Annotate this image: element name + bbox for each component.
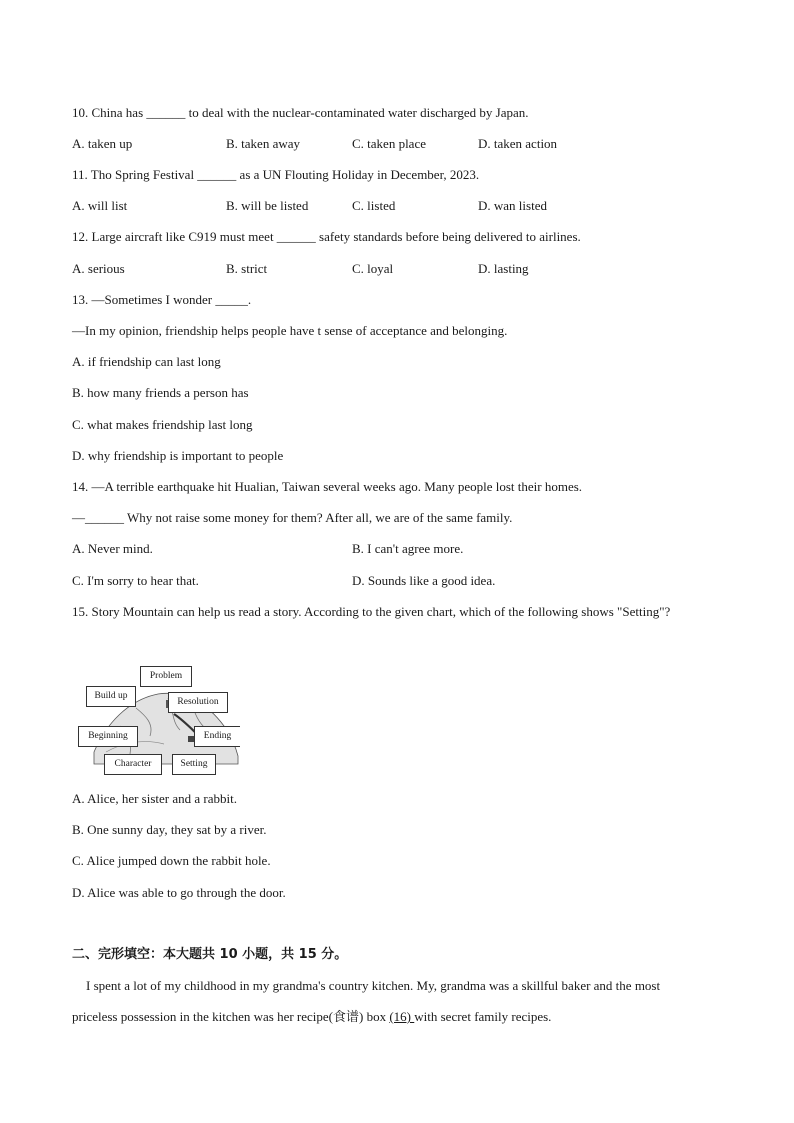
question-14-option-a[interactable]: A. Never mind. bbox=[72, 541, 153, 556]
question-11-option-b[interactable]: B. will be listed bbox=[226, 198, 309, 213]
question-11-stem: 11. Tho Spring Festival ______ as a UN Flouting Holiday in December, 2023. bbox=[72, 167, 480, 182]
question-11-option-c[interactable]: C. listed bbox=[352, 198, 396, 213]
question-12-option-c[interactable]: C. loyal bbox=[352, 261, 394, 276]
passage-line-2-pre: priceless possession in the kitchen was her recipe(食谱) box bbox=[72, 1009, 390, 1024]
label-ending: Ending bbox=[194, 726, 240, 747]
question-14-option-b[interactable]: B. I can't agree more. bbox=[352, 541, 464, 556]
question-13-reply: —In my opinion, friendship helps people have t sense of acceptance and belonging. bbox=[72, 323, 508, 338]
blank-16[interactable]: (16) bbox=[389, 1009, 415, 1024]
question-13-option-d[interactable]: D. why friendship is important to people bbox=[72, 448, 284, 463]
question-12-option-a[interactable]: A. serious bbox=[72, 261, 125, 276]
question-14-reply: —______ Why not raise some money for them? After all, we are of the same family. bbox=[72, 510, 513, 525]
question-10-option-a[interactable]: A. taken up bbox=[72, 136, 133, 151]
label-problem: Problem bbox=[140, 666, 192, 687]
label-beginning: Beginning bbox=[78, 726, 138, 747]
question-15-option-d[interactable]: D. Alice was able to go through the door. bbox=[72, 885, 286, 900]
question-14-option-c[interactable]: C. I'm sorry to hear that. bbox=[72, 573, 199, 588]
question-14-option-d[interactable]: D. Sounds like a good idea. bbox=[352, 573, 496, 588]
question-10-stem: 10. China has ______ to deal with the nuclear-contaminated water discharged by Japan. bbox=[72, 105, 529, 120]
question-13-option-a[interactable]: A. if friendship can last long bbox=[72, 354, 221, 369]
label-resolution: Resolution bbox=[168, 692, 228, 713]
label-character: Character bbox=[104, 754, 162, 775]
passage-line-1: I spent a lot of my childhood in my grandma's country kitchen. My, grandma was a skillful baker and the most bbox=[86, 978, 661, 993]
question-15-stem: 15. Story Mountain can help us read a story. According to the given chart, which of the following shows "Setting"? bbox=[72, 604, 671, 619]
question-10-option-c[interactable]: C. taken place bbox=[352, 136, 426, 151]
question-12-option-b[interactable]: B. strict bbox=[226, 261, 268, 276]
question-15-option-a[interactable]: A. Alice, her sister and a rabbit. bbox=[72, 791, 237, 806]
question-14-stem: 14. —A terrible earthquake hit Hualian, Taiwan several weeks ago. Many people lost their homes. bbox=[72, 479, 583, 494]
story-mountain-diagram bbox=[76, 664, 242, 780]
question-10-option-b[interactable]: B. taken away bbox=[226, 136, 301, 151]
question-15-option-b[interactable]: B. One sunny day, they sat by a river. bbox=[72, 822, 267, 837]
question-10-option-d[interactable]: D. taken action bbox=[478, 136, 558, 151]
question-13-option-b[interactable]: B. how many friends a person has bbox=[72, 385, 249, 400]
label-setting: Setting bbox=[172, 754, 216, 775]
question-11-option-d[interactable]: D. wan listed bbox=[478, 198, 547, 213]
question-15-option-c[interactable]: C. Alice jumped down the rabbit hole. bbox=[72, 853, 271, 868]
section-2-title: 二、完形填空：本大题共 10 小题，共 15 分。 bbox=[72, 947, 348, 962]
label-build-up: Build up bbox=[86, 686, 136, 707]
question-13-stem: 13. —Sometimes I wonder _____. bbox=[72, 292, 252, 307]
passage-line-2 bbox=[72, 1009, 722, 1025]
question-13-option-c[interactable]: C. what makes friendship last long bbox=[72, 417, 253, 432]
passage-line-2-post: with secret family recipes. bbox=[414, 1009, 552, 1024]
question-11-option-a[interactable]: A. will list bbox=[72, 198, 128, 213]
question-12-stem: 12. Large aircraft like C919 must meet ______ safety standards before being delivered to airlines. bbox=[72, 229, 581, 244]
question-12-option-d[interactable]: D. lasting bbox=[478, 261, 529, 276]
